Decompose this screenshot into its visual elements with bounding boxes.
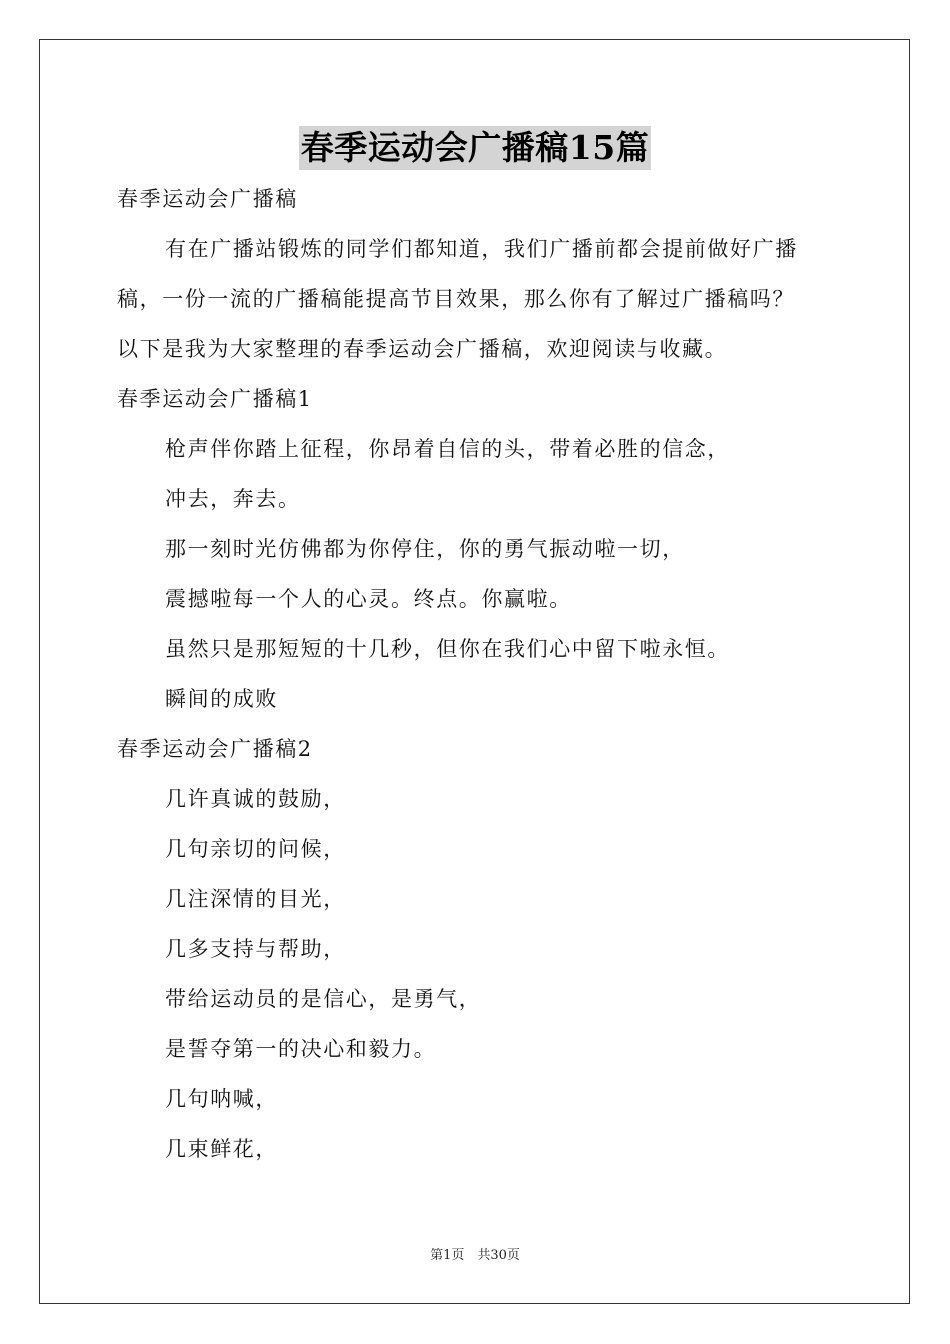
title-container (0, 126, 950, 170)
heading-line: 稿，一份一流的广播稿能提高节目效果，那么你有了解过广播稿吗？ (117, 287, 795, 311)
document-body (117, 174, 837, 1174)
heading-line: 春季运动会广播稿1 (117, 387, 313, 411)
paragraph-line: 几句亲切的问候， (165, 837, 346, 861)
heading-line: 以下是我为大家整理的春季运动会广播稿，欢迎阅读与收藏。 (117, 337, 728, 361)
paragraph-line: 几束鲜花， (165, 1137, 278, 1161)
paragraph-line: 是誓夺第一的决心和毅力。 (165, 1037, 437, 1061)
paragraph-line: 震撼啦每一个人的心灵。终点。你赢啦。 (165, 587, 572, 611)
heading-line: 春季运动会广播稿 (117, 187, 298, 211)
heading-line: 春季运动会广播稿2 (117, 737, 313, 761)
paragraph-line: 带给运动员的是信心，是勇气， (165, 987, 482, 1011)
paragraph-line: 几注深情的目光， (165, 887, 346, 911)
paragraph-line: 那一刻时光仿佛都为你停住，你的勇气振动啦一切， (165, 537, 685, 561)
paragraph-line: 冲去，奔去。 (165, 487, 301, 511)
page-footer: 第1页 共30页 (430, 1248, 520, 1263)
paragraph-line: 瞬间的成败 (165, 687, 278, 711)
paragraph-line: 几多支持与帮助， (165, 937, 346, 961)
paragraph-line: 有在广播站锻炼的同学们都知道，我们广播前都会提前做好广播 (165, 237, 798, 261)
paragraph-line: 几句呐喊， (165, 1087, 278, 1111)
document-title: 春季运动会广播稿15篇 (299, 126, 651, 170)
paragraph-line: 几许真诚的鼓励， (165, 787, 346, 811)
paragraph-line: 枪声伴你踏上征程，你昂着自信的头，带着必胜的信念， (165, 437, 730, 461)
paragraph-line: 虽然只是那短短的十几秒，但你在我们心中留下啦永恒。 (165, 637, 730, 661)
